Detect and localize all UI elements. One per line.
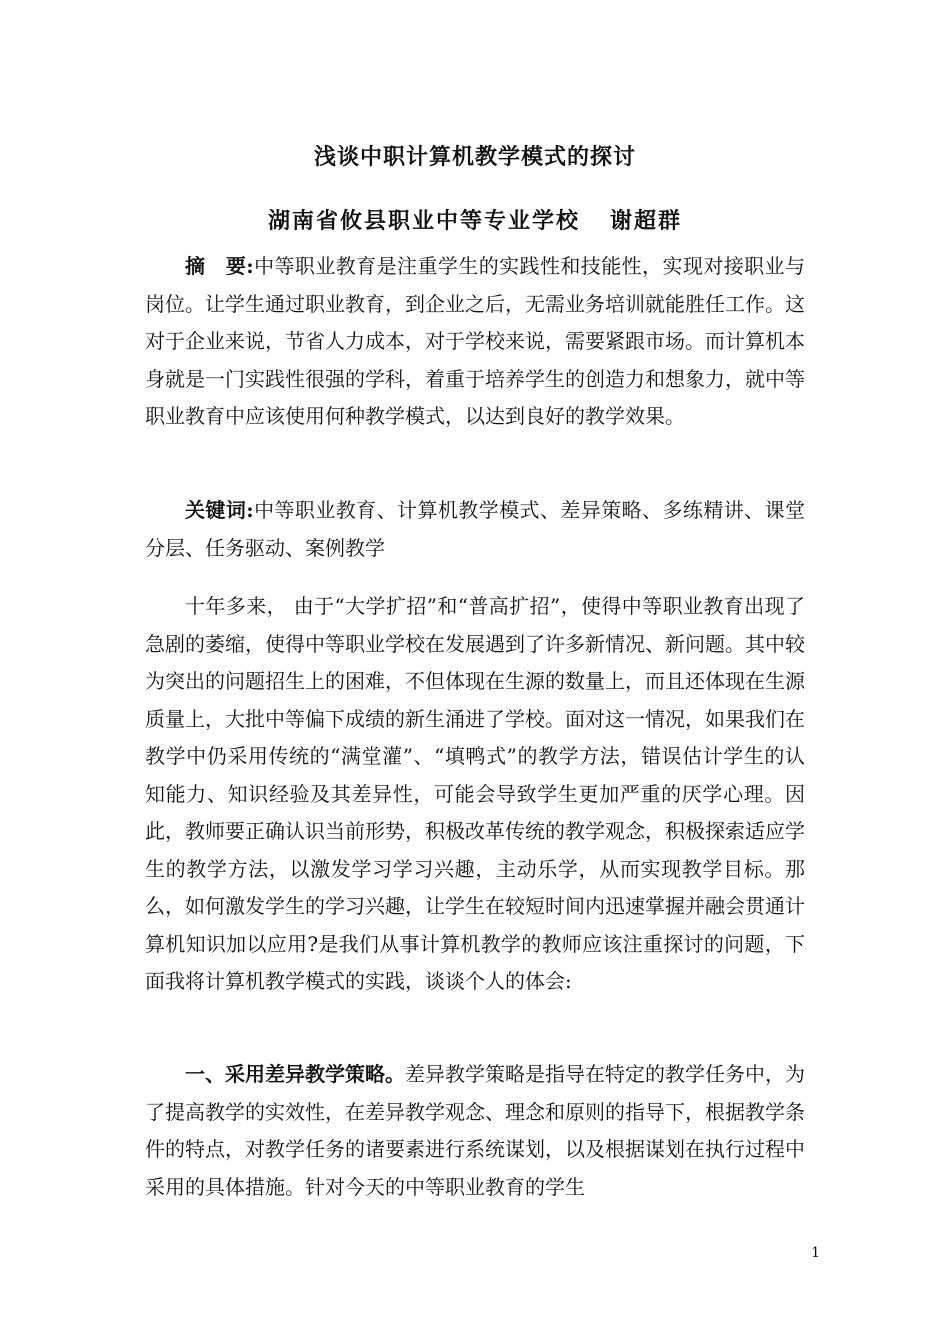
abstract-label: 摘 要:: [185, 254, 254, 278]
document-title: 浅谈中职计算机教学模式的探讨: [313, 144, 636, 170]
intro-paragraph: [145, 588, 805, 1001]
abstract-text: 中等职业教育是注重学生的实践性和技能性，实现对接职业与岗位。让学生通过职业教育，到企业之后，无需业务培训就能胜任工作。这对于企业来说，节省人力成本，对于学校来说，需要紧跟市场。而计算机本身就是一门实践性很强的学科，着重于培养学生的创造力和想象力，就中等职业教育中应该使用何种教学模式，以达到良好的教学效果。: [145, 254, 806, 428]
keywords-text: 中等职业教育、计算机教学模式、差异策略、多练精讲、课堂分层、任务驱动、案例教学: [145, 498, 806, 560]
section-1-text: 差异教学策略是指导在特定的教学任务中，为了提高教学的实效性，在差异教学观念、理念和原则的指导下，根据教学条件的特点，对教学任务的诸要素进行系统谋划，以及根据谋划在执行过程中采用的具体措施。针对今天的中等职业教育的学生: [145, 1062, 805, 1199]
keywords-label: 关键词:: [185, 498, 254, 522]
author-name: 谢超群: [610, 208, 683, 234]
section-1: [145, 1056, 805, 1206]
section-1-heading: 一、采用差异教学策略。: [185, 1062, 405, 1086]
paragraph-1: 十年多来， 由于“大学扩招”和“普高扩招”，使得中等职业教育出现了急剧的萎缩，使得中等职业学校在发展遇到了许多新情况、新问题。其中较为突出的问题招生上的困难，不但体现在生源的数量上，而且还体现在生源质量上，大批中等偏下成绩的新生涌进了学校。面对这一情况，如果我们在教学中仍采用传统的“满堂灌”、“填鸭式”的教学方法，错误估计学生的认知能力、知识经验及其差异性，可能会导致学生更加严重的厌学心理。因此，教师要正确认识当前形势，积极改革传统的教学观念，积极探索适应学生的教学方法，以激发学习学习兴趣，主动乐学，从而实现教学目标。那么，如何激发学生的学习兴趣，让学生在较短时间内迅速掌握并融会贯通计算机知识加以应用?是我们从事计算机教学的教师应该注重探讨的问题，下面我将计算机教学模式的实践，谈谈个人的体会:: [145, 594, 805, 993]
abstract-section: [145, 248, 805, 436]
author-line: [0, 204, 950, 235]
author-school: 湖南省攸县职业中等专业学校: [267, 208, 580, 234]
keywords-section: [145, 492, 805, 567]
page-number: 1: [811, 1245, 820, 1261]
